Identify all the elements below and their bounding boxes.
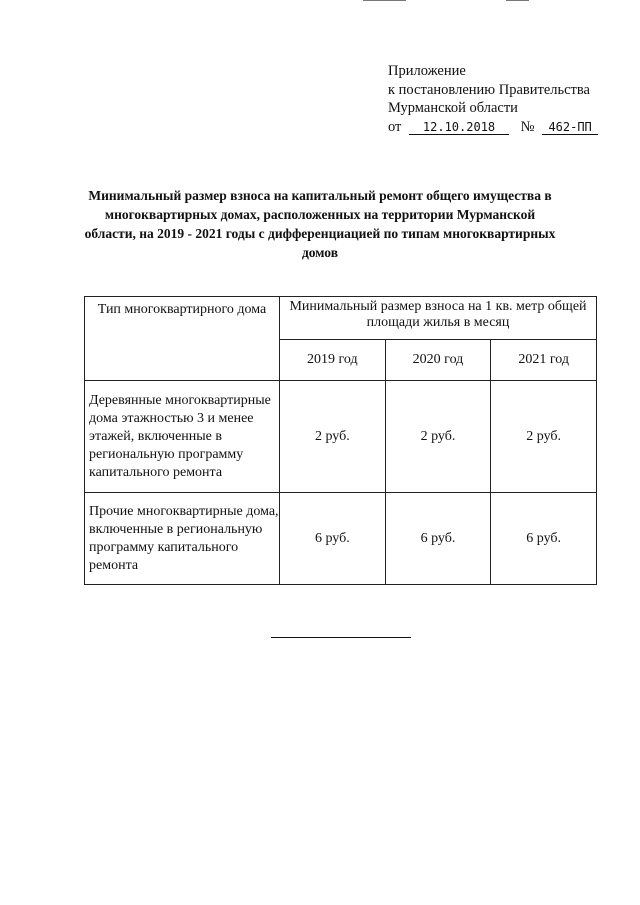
table-header-row (85, 297, 597, 340)
value-cell: 6 руб. (491, 493, 597, 585)
value-cell: 2 руб. (491, 381, 597, 493)
from-label: от (388, 118, 402, 135)
value-cell: 6 руб. (280, 493, 386, 585)
appendix-line: к постановлению Правительства (388, 81, 590, 98)
end-separator-line (271, 637, 411, 638)
value-cell: 2 руб. (385, 381, 491, 493)
value-cell: 2 руб. (280, 381, 386, 493)
header-year: 2019 год (280, 340, 386, 381)
number-label: № (520, 118, 535, 135)
appendix-line: Приложение (388, 63, 466, 79)
decree-date: 12.10.2018 (409, 120, 509, 135)
decree-number: 462-ПП (542, 120, 598, 135)
appendix-date-line (388, 118, 598, 137)
table-row (85, 381, 597, 493)
header-year: 2020 год (385, 340, 491, 381)
table-row (85, 493, 597, 585)
value-cell: 6 руб. (385, 493, 491, 585)
header-min-contribution: Минимальный размер взноса на 1 кв. метр общей площади жилья в месяц (280, 297, 597, 340)
header-building-type: Тип многоквартирного дома (85, 297, 280, 381)
building-type-cell: Прочие многоквартирные дома, включенные в региональную программу капитального ремонта (85, 493, 280, 585)
top-edge-mark (363, 0, 406, 1)
top-edge-mark (506, 0, 529, 1)
document-title: Минимальный размер взноса на капитальный ремонт общего имущества в многоквартирных домах, расположенных на территории Мурманской области, на 2019 - 2021 годы с дифференциацией по типам многоквартирных домов (84, 188, 556, 260)
contribution-table (84, 296, 597, 585)
appendix-block (388, 62, 598, 136)
header-year: 2021 год (491, 340, 597, 381)
building-type-cell: Деревянные многоквартирные дома этажностью 3 и менее этажей, включенные в региональную программу капитального ремонта (85, 381, 280, 493)
appendix-line: Мурманской области (388, 100, 518, 116)
